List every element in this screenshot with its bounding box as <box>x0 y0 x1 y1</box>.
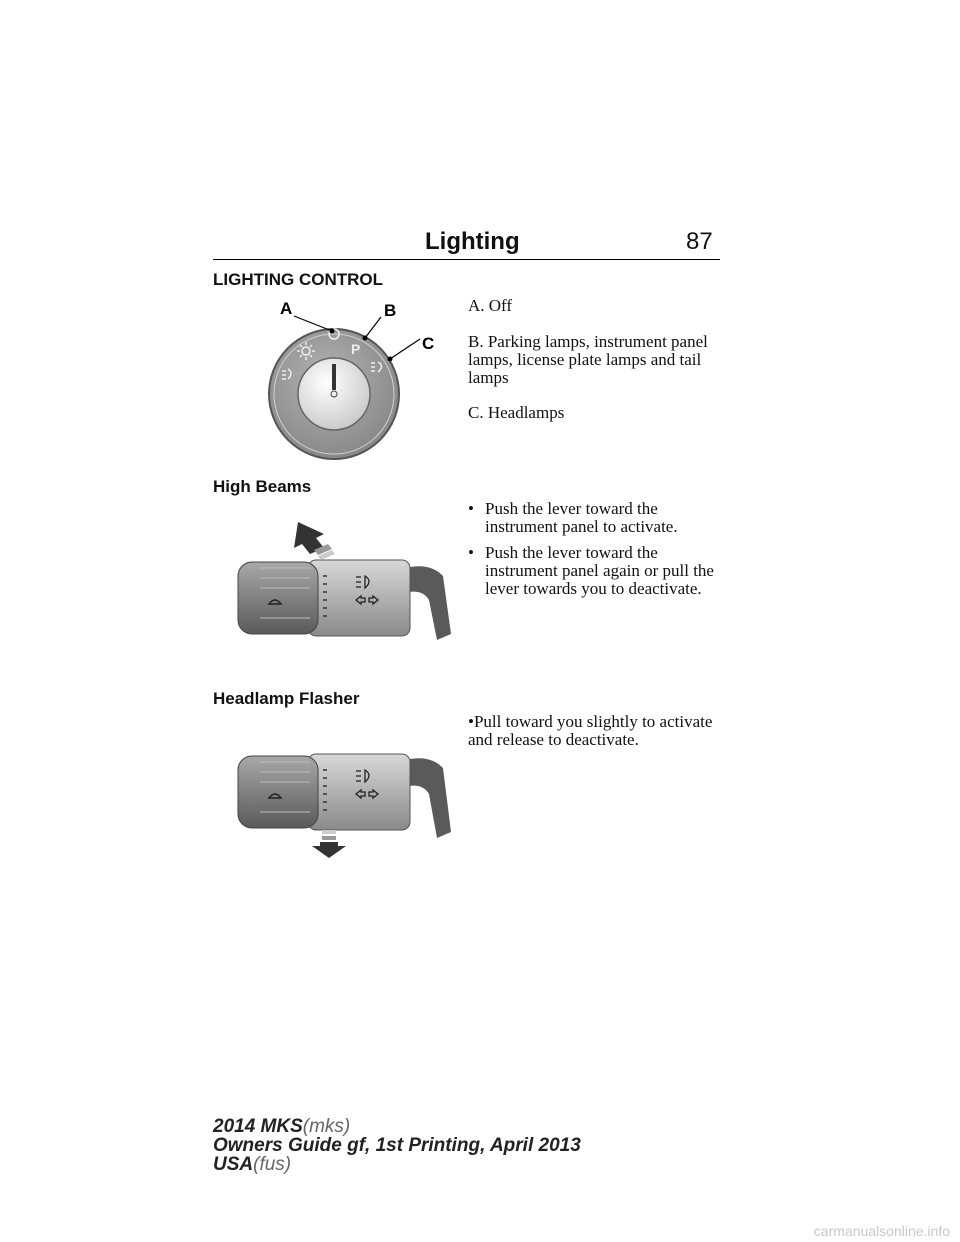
list-item: • Push the lever toward the instrument panel again or pull the lever towards you to deactivate. <box>468 544 723 598</box>
header-rule <box>213 259 720 260</box>
lighting-control-heading: LIGHTING CONTROL <box>213 270 383 289</box>
high-beams-bullet-2: Push the lever toward the instrument panel again or pull the lever towards you to deactivate. <box>485 543 714 598</box>
list-item: • Push the lever toward the instrument panel to activate. <box>468 500 723 536</box>
headlamp-flasher-instruction: •Pull toward you slightly to activate and release to deactivate. <box>468 712 713 749</box>
legend-item-headlamps: C. Headlamps <box>468 403 565 422</box>
dial-pointer <box>332 364 336 390</box>
section-title: Lighting <box>425 228 520 255</box>
high-beams-lever-illustration <box>230 518 452 640</box>
legend-item-off: A. Off <box>468 296 513 315</box>
footer-line-edition: Owners Guide gf, 1st Printing, April 2013 <box>213 1135 581 1156</box>
legend-item-parking-lamps: B. Parking lamps, instrument panel lamps, license plate lamps and tail lamps <box>468 332 708 387</box>
pull-toward-arrow-icon <box>312 830 346 858</box>
push-forward-arrow-icon <box>294 522 335 560</box>
callout-c: C <box>422 334 435 353</box>
footer-line-market: USA(fus) <box>213 1154 292 1175</box>
high-beams-heading: High Beams <box>213 477 312 496</box>
lighting-control-legend <box>468 297 723 422</box>
callout-a: A <box>280 299 293 318</box>
callout-b: B <box>384 301 397 320</box>
headlamp-flasher-heading: Headlamp Flasher <box>213 689 360 708</box>
high-beams-bullet-1: Push the lever toward the instrument panel to activate. <box>485 499 678 536</box>
page-number: 87 <box>686 228 713 255</box>
footer-line-model: 2014 MKS(mks) <box>213 1116 351 1137</box>
lighting-control-dial-illustration <box>262 296 452 476</box>
parking-lamp-icon: P <box>351 341 361 357</box>
watermark: carmanualsonline.info <box>813 1223 950 1239</box>
high-beams-instructions <box>468 500 723 598</box>
document-footer <box>213 1117 581 1174</box>
headlamp-flasher-lever-illustration <box>230 748 452 862</box>
